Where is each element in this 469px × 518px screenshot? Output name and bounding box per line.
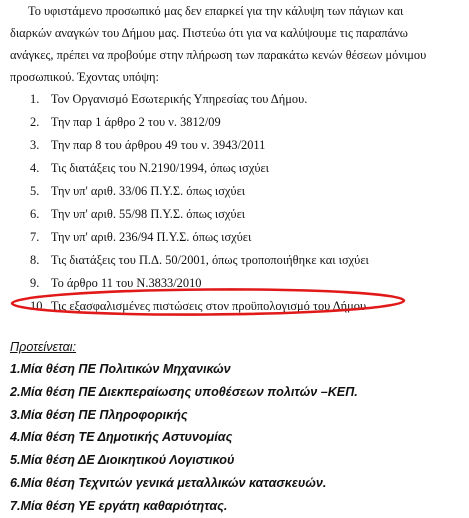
list-item <box>30 157 369 180</box>
list-item <box>30 203 369 226</box>
intro-line: ανάγκες, πρέπει να προβούμε στην πλήρωση των παρακάτω κενών θέσεων μόνιμου <box>10 48 427 62</box>
intro-line: προσωπικού. Έχοντας υπόψη: <box>10 70 159 84</box>
item-number: 7. <box>30 230 40 244</box>
item-number: 10. <box>30 299 46 313</box>
list-item <box>30 111 369 134</box>
position-item: 3.Μία θέση ΠΕ Πληροφορικής <box>10 407 188 422</box>
intro-line: Το υφιστάμενο προσωπικό μας δεν επαρκεί για την κάλυψη των πάγιων και <box>28 4 404 18</box>
list-item <box>30 180 369 203</box>
item-text: Την υπ' αριθ. 55/98 Π.Υ.Σ. όπως ισχύει <box>50 207 246 221</box>
item-number: 8. <box>30 253 40 267</box>
intro-line: διαρκών αναγκών του Δήμου μας. Πιστεύω ότι για να καλύψουμε τις παραπάνω <box>10 26 408 40</box>
positions-list <box>10 358 358 518</box>
list-item <box>30 249 369 272</box>
position-item: 2.Μία θέση ΠΕ Διεκπεραίωσης υποθέσεων πολιτών –ΚΕΠ. <box>10 384 358 399</box>
list-item <box>30 88 369 111</box>
item-text: Το άρθρο 11 του Ν.3833/2010 <box>50 276 202 290</box>
item-number: 9. <box>30 276 40 290</box>
highlight-ellipse <box>12 288 404 316</box>
position-item: 1.Μία θέση ΠΕ Πολιτικών Μηχανικών <box>10 362 231 376</box>
item-text: Την υπ' αριθ. 33/06 Π.Υ.Σ. όπως ισχύει <box>50 184 246 198</box>
item-text: Τις διατάξεις του Π.Δ. 50/2001, όπως τροποποιήθηκε και ισχύει <box>50 253 369 267</box>
item-number: 1. <box>30 92 40 106</box>
item-text: Τις εξασφαλισμένες πιστώσεις στον προϋπολογισμό του Δήμου <box>50 299 367 313</box>
item-text: Τον Οργανισμό Εσωτερικής Υπηρεσίας του Δήμου. <box>50 92 308 106</box>
item-text: Την παρ 8 του άρθρου 49 του ν. 3943/2011 <box>50 138 266 152</box>
item-number: 2. <box>30 115 40 129</box>
list-item <box>30 226 369 249</box>
item-number: 5. <box>30 184 40 198</box>
item-number: 4. <box>30 161 40 175</box>
legal-basis-list <box>30 88 369 318</box>
item-text: Την παρ 1 άρθρο 2 του ν. 3812/09 <box>50 115 221 129</box>
item-text: Τις διατάξεις του Ν.2190/1994, όπως ισχύει <box>50 161 269 175</box>
position-item: 6.Μία θέση Τεχνιτών γενικά μεταλλικών κατασκευών. <box>10 475 327 490</box>
position-item: 4.Μία θέση ΤΕ Δημοτικής Αστυνομίας <box>10 430 233 445</box>
item-number: 6. <box>30 207 40 221</box>
intro-paragraph <box>10 0 462 88</box>
position-item: 5.Μία θέση ΔΕ Διοικητικού Λογιστικού <box>10 453 235 468</box>
proposal-heading: Προτείνεται: <box>10 340 77 354</box>
item-text: Την υπ' αριθ. 236/94 Π.Υ.Σ. όπως ισχύει <box>50 230 252 244</box>
list-item <box>30 134 369 157</box>
item-number: 3. <box>30 138 40 152</box>
highlight-oval <box>8 287 408 317</box>
position-item: 7.Μία θέση ΥΕ εργάτη καθαριότητας. <box>10 498 228 513</box>
